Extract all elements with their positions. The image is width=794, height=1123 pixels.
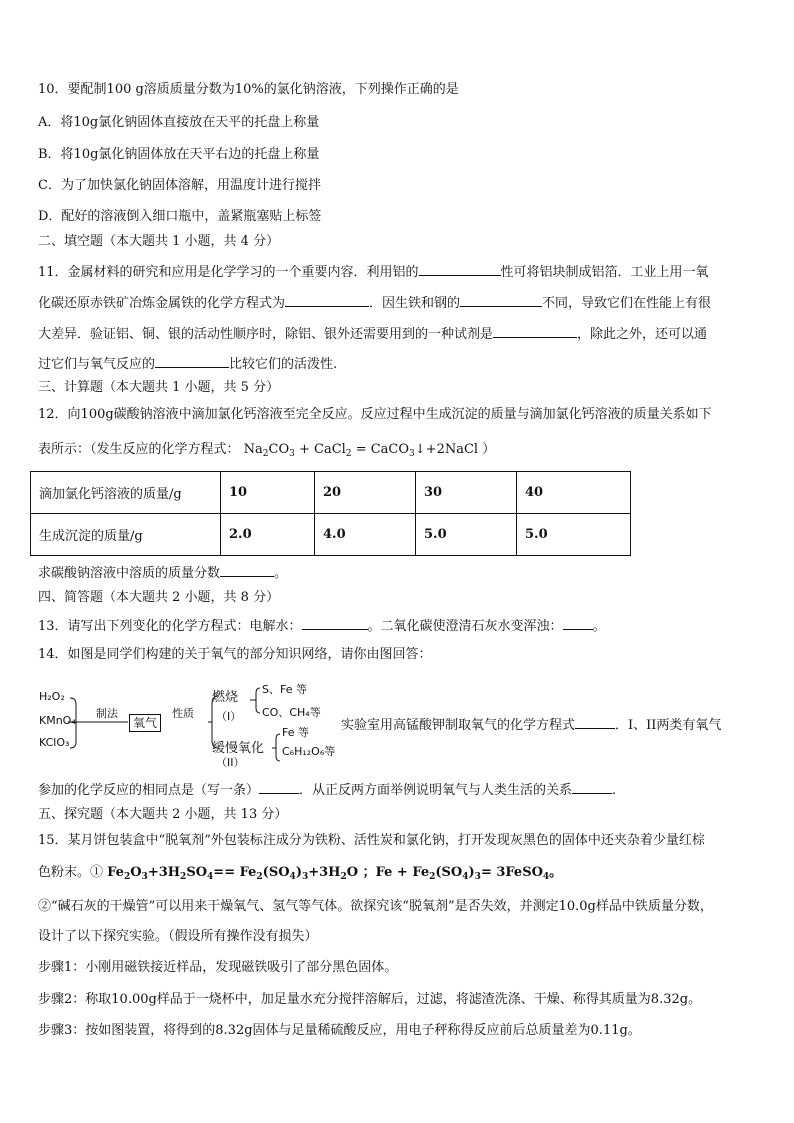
table-cell: 5.0	[416, 514, 517, 556]
answer-blank[interactable]	[302, 616, 368, 630]
combustion-item-s-fe: S、Fe 等	[262, 683, 307, 696]
answer-blank[interactable]	[259, 780, 299, 794]
q12-text: 。	[274, 566, 288, 581]
table-cell: 40	[517, 472, 631, 514]
q11-text: 比较它们的活泼性.	[229, 357, 338, 372]
q13-text: 。	[592, 619, 606, 634]
q10-option-b: B．将10g氯化钠固体放在天平右边的托盘上称量	[38, 147, 320, 162]
oxygen-knowledge-network	[36, 683, 346, 770]
section-2-heading: 二、填空题（本大题共 1 小题，共 4 分）	[38, 234, 280, 249]
q14-right-text	[341, 715, 721, 735]
answer-blank[interactable]	[419, 262, 501, 276]
q11-text: 化碳还原赤铁矿冶炼金属铁的化学方程式为	[38, 296, 286, 311]
section-3-heading: 三、计算题（本大题共 1 小题，共 5 分）	[38, 380, 280, 395]
table-row-label: 生成沉淀的质量/g	[31, 514, 221, 556]
table-cell: 20	[315, 472, 416, 514]
q10-stem: 10．要配制100 g溶质质量分数为10%的氯化钠溶液，下列操作正确的是	[38, 82, 459, 97]
slow-item-fe: Fe 等	[282, 726, 309, 739]
table-cell: 5.0	[517, 514, 631, 556]
answer-blank[interactable]	[220, 563, 274, 577]
q11-text: 11．金属材料的研究和应用是化学学习的一个重要内容．利用铝的	[38, 265, 419, 280]
q10-option-a: A．将10g氯化钠固体直接放在天平的托盘上称量	[38, 115, 320, 130]
table-row	[31, 472, 631, 514]
property-label: 性质	[172, 707, 194, 720]
q11-line-3	[38, 324, 707, 344]
table-cell: 30	[416, 472, 517, 514]
slow-oxidation-label: 缓慢氧化	[212, 741, 265, 756]
q15-text: 色粉末。①	[38, 865, 104, 880]
slow-item-glucose: C₆H₁₂O₆等	[282, 745, 336, 758]
equation-fe2o3-h2so4: $Fe_2O_3+3H_2SO_4== Fe_2(SO_4)_3+3H_2O$ ；$Fe + Fe_2(SO_4)_3=$ 3FeSO$_4$。	[107, 865, 563, 882]
q11-text: 过它们与氧气反应的	[38, 357, 156, 372]
answer-blank[interactable]	[575, 715, 615, 729]
q15-step-3: 步骤3：按如图装置，将得到的8.32g固体与足量稀硫酸反应，用电子秤称得反应前后总质量差为0.11g。	[38, 1023, 641, 1038]
q11-line-4	[38, 354, 337, 374]
q12-text: ）	[482, 442, 496, 457]
q12-line-1: 12．向100g碳酸钠溶液中滴加氯化钙溶液至完全反应。反应过程中生成沉淀的质量与滴加氯化钙溶液的质量关系如下	[38, 407, 712, 422]
q14-text: 参加的化学反应的相同点是（写一条）	[38, 783, 260, 798]
q13-line	[38, 616, 606, 636]
answer-blank[interactable]	[285, 293, 369, 307]
reactant-kclo3: KClO₃	[39, 736, 70, 749]
q12-line-2	[38, 441, 495, 463]
answer-blank[interactable]	[493, 324, 577, 338]
answer-blank[interactable]	[155, 354, 229, 368]
q13-text: 13．请写出下列变化的化学方程式：电解水：	[38, 619, 302, 634]
q14-text: 实验室用高锰酸钾制取氧气的化学方程式	[341, 718, 576, 733]
table-cell: 10	[221, 472, 315, 514]
combustion-item-co-ch4: CO、CH₄等	[262, 706, 321, 719]
precipitate-table	[30, 471, 631, 556]
q14-line-2	[38, 780, 616, 800]
q15-line-2	[38, 864, 562, 886]
answer-blank[interactable]	[563, 616, 593, 630]
q15-step-2: 步骤2：称取10.00g样品于一烧杯中，加足量水充分搅拌溶解后，过滤，将滤渣洗涤、干燥、称得其质量为8.32g。	[38, 992, 702, 1007]
combustion-number: （I）	[216, 710, 242, 723]
q10-option-c: C．为了加快氯化钠固体溶解，用温度计进行搅拌	[38, 178, 321, 193]
section-4-heading: 四、简答题（本大题共 2 小题，共 8 分）	[38, 590, 280, 605]
reaction-equation: $Na_2CO_3$ + CaCl$_2$ = CaCO$_3$↓+2NaCl	[243, 442, 479, 459]
q15-line-4: 设计了以下探究实验。（假设所有操作没有损失）	[38, 929, 318, 944]
q10-option-d: D．配好的溶液倒入细口瓶中，盖紧瓶塞贴上标签	[38, 209, 322, 224]
q11-text: ．因生铁和钢的	[369, 296, 461, 311]
q12-question	[38, 563, 287, 583]
slow-oxidation-number: （II）	[216, 756, 245, 769]
q15-line-3: ②“碱石灰的干燥管”可以用来干燥氧气、氢气等气体。欲探究该“脱氧剂”是否失效，并测定10.0g样品中铁质量分数，	[38, 899, 713, 914]
prepare-label: 制法	[96, 707, 118, 720]
combustion-label: 燃烧	[212, 690, 239, 705]
q12-text: 求碳酸钠溶液中溶质的质量分数	[38, 566, 221, 581]
q14-text: ．I、II两类有氧气	[615, 718, 722, 733]
q11-text: 性可将铝块制成铝箔．工业上用一氧	[500, 265, 709, 280]
table-row-label: 滴加氯化钙溶液的质量/g	[31, 472, 221, 514]
section-5-heading: 五、探究题（本大题共 2 小题，共 13 分）	[38, 807, 288, 822]
reactant-h2o2: H₂O₂	[39, 690, 65, 703]
reactant-kmno4: KMnO₄	[39, 714, 76, 727]
q12-text: 表所示：（发生反应的化学方程式：	[38, 442, 240, 457]
table-cell: 2.0	[221, 514, 315, 556]
table-row	[31, 514, 631, 556]
q14-text: ．从正反两方面举例说明氧气与人类生活的关系	[299, 783, 573, 798]
q11-line-2	[38, 293, 711, 313]
answer-blank[interactable]	[572, 780, 612, 794]
q11-line-1	[38, 262, 709, 282]
answer-blank[interactable]	[460, 293, 542, 307]
q11-text: 大差异．验证铝、铜、银的活动性顺序时，除铝、银外还需要用到的一种试剂是	[38, 327, 494, 342]
oxygen-center-box: 氧气	[129, 714, 161, 732]
q13-text: 。二氧化碳使澄清石灰水变浑浊：	[367, 619, 563, 634]
q15-line-1: 15．某月饼包装盒中“脱氧剂”外包装标注成分为铁粉、活性炭和氯化钠，打开发现灰黑色的固体中还夹杂着少量红棕	[38, 833, 705, 848]
q15-step-1: 步骤1：小刚用磁铁接近样品，发现磁铁吸引了部分黑色固体。	[38, 960, 398, 975]
q14-text: .	[612, 783, 617, 798]
q11-text: 不同，导致它们在性能上有很	[542, 296, 712, 311]
q14-stem: 14．如图是同学们构建的关于氧气的部分知识网络，请你由图回答：	[38, 647, 432, 662]
q11-text: ，除此之外，还可以通	[577, 327, 708, 342]
table-cell: 4.0	[315, 514, 416, 556]
